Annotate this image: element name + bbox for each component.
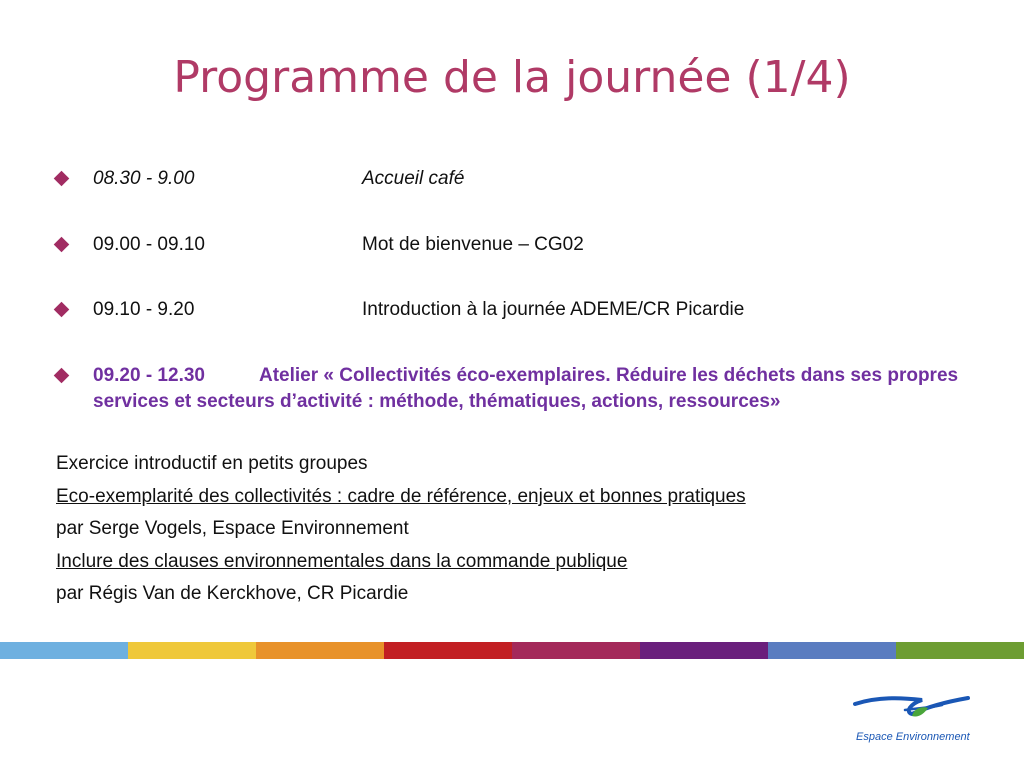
highlight-text — [93, 363, 973, 415]
diamond-bullet-icon — [54, 171, 70, 187]
logo-swoosh-icon — [855, 698, 968, 714]
diamond-bullet-icon — [54, 368, 70, 384]
agenda-time: 09.20 - 12.30 — [93, 365, 205, 386]
stripe-segment — [896, 642, 1024, 659]
agenda-time: 08.30 - 9.00 — [93, 168, 195, 189]
stripe-segment — [512, 642, 640, 659]
slide-title: Programme de la journée (1/4) — [173, 52, 851, 103]
detail-line: Exercice introductif en petits groupes — [56, 453, 368, 474]
detail-link[interactable]: Inclure des clauses environnementales dans la commande publique — [56, 551, 628, 572]
diamond-bullet-icon — [54, 237, 70, 253]
color-stripe-bar — [0, 642, 1024, 659]
logo-text: Espace Environnement — [856, 731, 970, 743]
detail-link[interactable]: Eco-exemplarité des collectivités : cadre de référence, enjeux et bonnes pratiques — [56, 486, 746, 507]
stripe-segment — [384, 642, 512, 659]
agenda-label: Accueil café — [362, 168, 465, 189]
stripe-segment — [768, 642, 896, 659]
stripe-segment — [640, 642, 768, 659]
agenda-label: Mot de bienvenue – CG02 — [362, 234, 584, 255]
agenda-time: 09.10 - 9.20 — [93, 299, 195, 320]
stripe-segment — [128, 642, 256, 659]
detail-line: par Serge Vogels, Espace Environnement — [56, 518, 409, 539]
detail-line: par Régis Van de Kerckhove, CR Picardie — [56, 583, 409, 604]
agenda-time: 09.00 - 09.10 — [93, 234, 205, 255]
diamond-bullet-icon — [54, 302, 70, 318]
agenda-label: Introduction à la journée ADEME/CR Picardie — [362, 299, 745, 320]
agenda-label: Atelier « Collectivités éco-exemplaires. Réduire les déchets dans ses propres services et secteurs d’activité : méthode, thématiques, actions, ressources» — [93, 365, 959, 412]
stripe-segment — [0, 642, 128, 659]
stripe-segment — [256, 642, 384, 659]
